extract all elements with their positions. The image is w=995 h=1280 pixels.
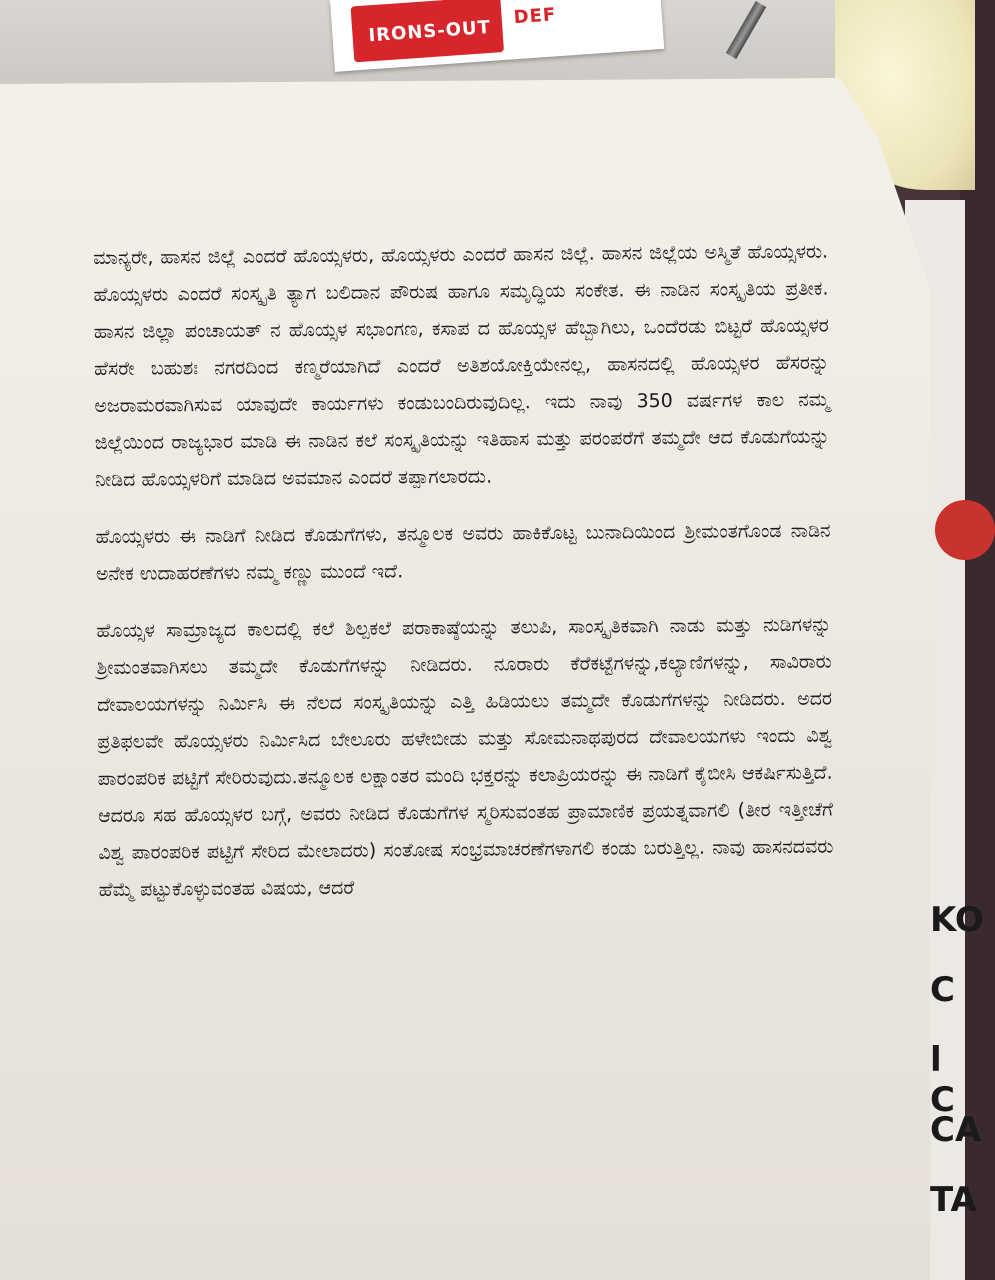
right-letters-2: C — [930, 970, 955, 1010]
sticker-label: IRONS-OUT — [367, 16, 492, 47]
sticker-label-secondary: DEF — [512, 4, 557, 29]
right-letters-4: CA — [930, 1110, 982, 1150]
right-letters-1: KO — [930, 900, 984, 940]
right-letters-5: TA — [930, 1180, 977, 1220]
paragraph-3: ಹೊಯ್ಸಳ ಸಾಮ್ರಾಜ್ಯದ ಕಾಲದಲ್ಲಿ ಕಲೆ ಶಿಲ್ಪಕಲೆ ಪರಾಕಾಷ್ಠೆಯನ್ನು ತಲುಪಿ, ಸಾಂಸ್ಕೃತಿಕವಾಗಿ ನಾಡು ಮತ್ತು ನುಡಿಗಳನ್ನು ಶ್ರೀಮಂತವಾಗಿಸಲು ತಮ್ಮದೇ ಕೊಡುಗೆಗಳನ್ನು ನೀಡಿದರು. ನೂರಾರು ಕೆರೆಕಟ್ಟೆಗಳನ್ನು,ಕಲ್ಯಾಣಿಗಳನ್ನು, ಸಾವಿರಾರು ದೇವಾಲಯಗಳನ್ನು ನಿರ್ಮಿಸಿ ಈ ನೆಲದ ಸಂಸ್ಕೃತಿಯನ್ನು ಎತ್ತಿ ಹಿಡಿಯಲು ತಮ್ಮದೇ ಕೊಡುಗೆಗಳನ್ನು ನೀಡಿದರು. ಅದರ ಪ್ರತಿಫಲವೇ ಹೊಯ್ಸಳರು ನಿರ್ಮಿಸಿದ ಬೇಲೂರು ಹಳೇಬೀಡು ಮತ್ತು ಸೋಮನಾಥಪುರದ ದೇವಾಲಯಗಳು ಇಂದು ವಿಶ್ವ ಪಾರಂಪರಿಕ ಪಟ್ಟಿಗೆ ಸೇರಿರುವುದು.ತನ್ಮೂಲಕ ಲಕ್ಷಾಂತರ ಮಂದಿ ಭಕ್ತರನ್ನು ಕಲಾಪ್ರಿಯರನ್ನು ಈ ನಾಡಿಗೆ ಕೈಬೀಸಿ ಆಕರ್ಷಿಸುತ್ತಿದೆ. ಆದರೂ ಸಹ ಹೊಯ್ಸಳರ ಬಗ್ಗೆ, ಅವರು ನೀಡಿದ ಕೊಡುಗೆಗಳ ಸ್ಮರಿಸುವಂತಹ ಪ್ರಾಮಾಣಿಕ ಪ್ರಯತ್ನವಾಗಲಿ (ತೀರ ಇತ್ತೀಚೆಗೆ ವಿಶ್ವ ಪಾರಂಪರಿಕ ಪಟ್ಟಿಗೆ ಸೇರಿದ ಮೇಲಾದರು) ಸಂತೋಷ ಸಂಭ್ರಮಾಚರಣೆಗಳಾಗಲಿ ಕಂಡು ಬರುತ್ತಿಲ್ಲ. ನಾವು ಹಾಸನದವರು ಹೆಮ್ಮೆ ಪಟ್ಟುಕೊಳ್ಳುವಂತಹ ವಿಷಯ, ಆದರೆ — [96, 613, 834, 901]
right-letters-3: l C — [930, 1040, 955, 1120]
paragraph-1: ಮಾನ್ಯರೇ, ಹಾಸನ ಜಿಲ್ಲೆ ಎಂದರೆ ಹೊಯ್ಸಳರು, ಹೊಯ್ಸಳರು ಎಂದರೆ ಹಾಸನ ಜಿಲ್ಲೆ. ಹಾಸನ ಜಿಲ್ಲೆಯ ಅಸ್ಮಿತೆ ಹೊಯ್ಸಳರು. ಹೊಯ್ಸಳರು ಎಂದರೆ ಸಂಸ್ಕೃತಿ ತ್ಯಾಗ ಬಲಿದಾನ ಪೌರುಷ ಹಾಗೂ ಸಮೃದ್ಧಿಯ ಸಂಕೇತ. ಈ ನಾಡಿನ ಸಂಸ್ಕೃತಿಯ ಪ್ರತೀಕ. ಹಾಸನ ಜಿಲ್ಲಾ ಪಂಚಾಯತ್ ನ ಹೊಯ್ಸಳ ಸಭಾಂಗಣ, ಕಸಾಪ ದ ಹೊಯ್ಸಳ ಹೆಬ್ಬಾಗಿಲು, ಒಂದೆರಡು ಬಿಟ್ಟರೆ ಹೊಯ್ಸಳರ ಹೆಸರೇ ಬಹುಶಃ ನಗರದಿಂದ ಕಣ್ಮರೆಯಾಗಿದೆ ಎಂದರೆ ಅತಿಶಯೋಕ್ತಿಯೇನಲ್ಲ, ಹಾಸನದಲ್ಲಿ ಹೊಯ್ಸಳರ ಹೆಸರನ್ನು ಅಜರಾಮರವಾಗಿಸುವ ಯಾವುದೇ ಕಾರ್ಯಗಳು ಕಂಡುಬಂದಿರುವುದಿಲ್ಲ. ಇದು ನಾವು 350 ವರ್ಷಗಳ ಕಾಲ ನಮ್ಮ ಜಿಲ್ಲೆಯಿಂದ ರಾಜ್ಯಭಾರ ಮಾಡಿ ಈ ನಾಡಿನ ಕಲೆ ಸಂಸ್ಕೃತಿಯನ್ನು ಇತಿಹಾಸ ಮತ್ತು ಪರಂಪರೆಗೆ ತಮ್ಮದೇ ಆದ ಕೊಡುಗೆಯನ್ನು ನೀಡಿದ ಹೊಯ್ಸಳರಿಗೆ ಮಾಡಿದ ಅವಮಾನ ಎಂದರೆ ತಪ್ಪಾಗಲಾರದು. — [93, 240, 830, 491]
paragraph-2: ಹೊಯ್ಸಳರು ಈ ನಾಡಿಗೆ ನೀಡಿದ ಕೊಡುಗೆಗಳು, ತನ್ಮೂಲಕ ಅವರು ಹಾಕಿಕೊಟ್ಟ ಬುನಾದಿಯಿಂದ ಶ್ರೀಮಂತಗೊಂಡ ನಾಡಿನ ಅನೇಕ ಉದಾಹರಣೆಗಳು ನಮ್ಮ ಕಣ್ಣು ಮುಂದೆ ಇದೆ. — [95, 519, 831, 585]
document-body — [93, 234, 834, 929]
right-logo-circle — [935, 500, 995, 560]
